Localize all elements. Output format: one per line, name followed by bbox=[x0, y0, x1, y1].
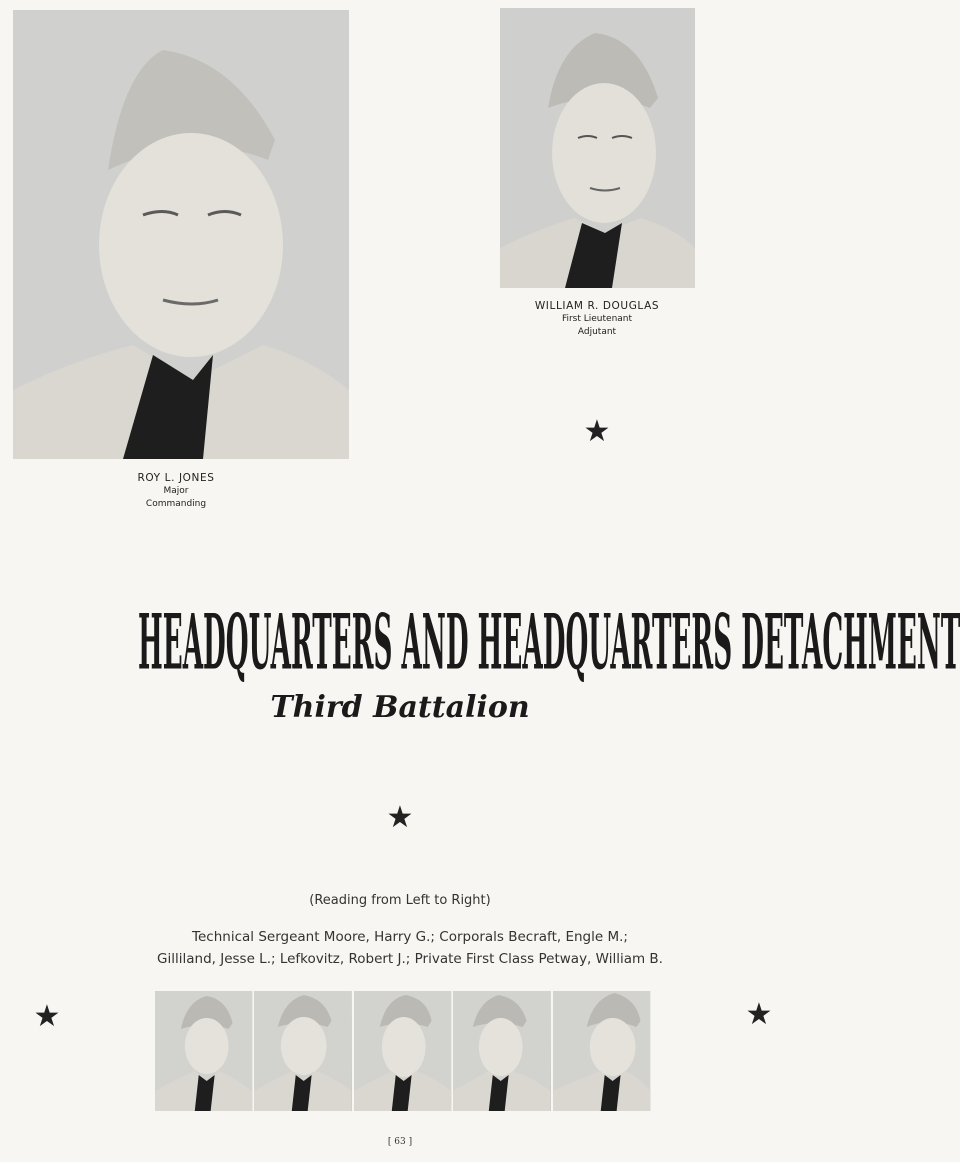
soldier-portrait-image bbox=[354, 991, 451, 1111]
group-names-line-1: Technical Sergeant Moore, Harry G.; Corporals Becraft, Engle M.; bbox=[192, 929, 628, 945]
portrait-name: ROY L. JONES bbox=[137, 472, 215, 484]
page-number: [ 63 ] bbox=[387, 1137, 413, 1147]
group-portrait bbox=[553, 991, 650, 1111]
portrait-roy-jones bbox=[13, 10, 349, 459]
portrait-name: WILLIAM R. DOUGLAS bbox=[534, 300, 660, 312]
portrait-role: Commanding bbox=[145, 499, 207, 509]
reading-note: (Reading from Left to Right) bbox=[309, 893, 491, 908]
group-portrait bbox=[453, 991, 550, 1111]
section-title: HEADQUARTERS AND HEADQUARTERS DETACHMENT bbox=[138, 598, 960, 688]
soldier-portrait-image bbox=[500, 8, 695, 288]
soldier-portrait-image bbox=[155, 991, 252, 1111]
group-portrait bbox=[354, 991, 451, 1111]
star-icon: ★ bbox=[33, 999, 61, 1034]
star-icon: ★ bbox=[386, 800, 414, 835]
soldier-portrait-image bbox=[553, 991, 650, 1111]
soldier-portrait-image bbox=[254, 991, 351, 1111]
portrait-role: Adjutant bbox=[577, 327, 617, 337]
portrait-rank: First Lieutenant bbox=[561, 314, 633, 324]
group-portrait bbox=[155, 991, 252, 1111]
section-subtitle: Third Battalion bbox=[270, 690, 530, 725]
soldier-portrait-image bbox=[453, 991, 550, 1111]
group-photo-strip bbox=[155, 991, 650, 1111]
star-icon: ★ bbox=[583, 414, 611, 449]
caption-roy-jones bbox=[101, 472, 251, 511]
star-icon: ★ bbox=[745, 997, 773, 1032]
caption-william-douglas bbox=[522, 300, 672, 339]
portrait-william-douglas bbox=[500, 8, 695, 288]
group-names-line-2: Gilliland, Jesse L.; Lefkovitz, Robert J.; Private First Class Petway, William B. bbox=[157, 951, 663, 967]
soldier-portrait-image bbox=[13, 10, 349, 459]
portrait-rank: Major bbox=[163, 486, 189, 496]
group-portrait bbox=[254, 991, 351, 1111]
